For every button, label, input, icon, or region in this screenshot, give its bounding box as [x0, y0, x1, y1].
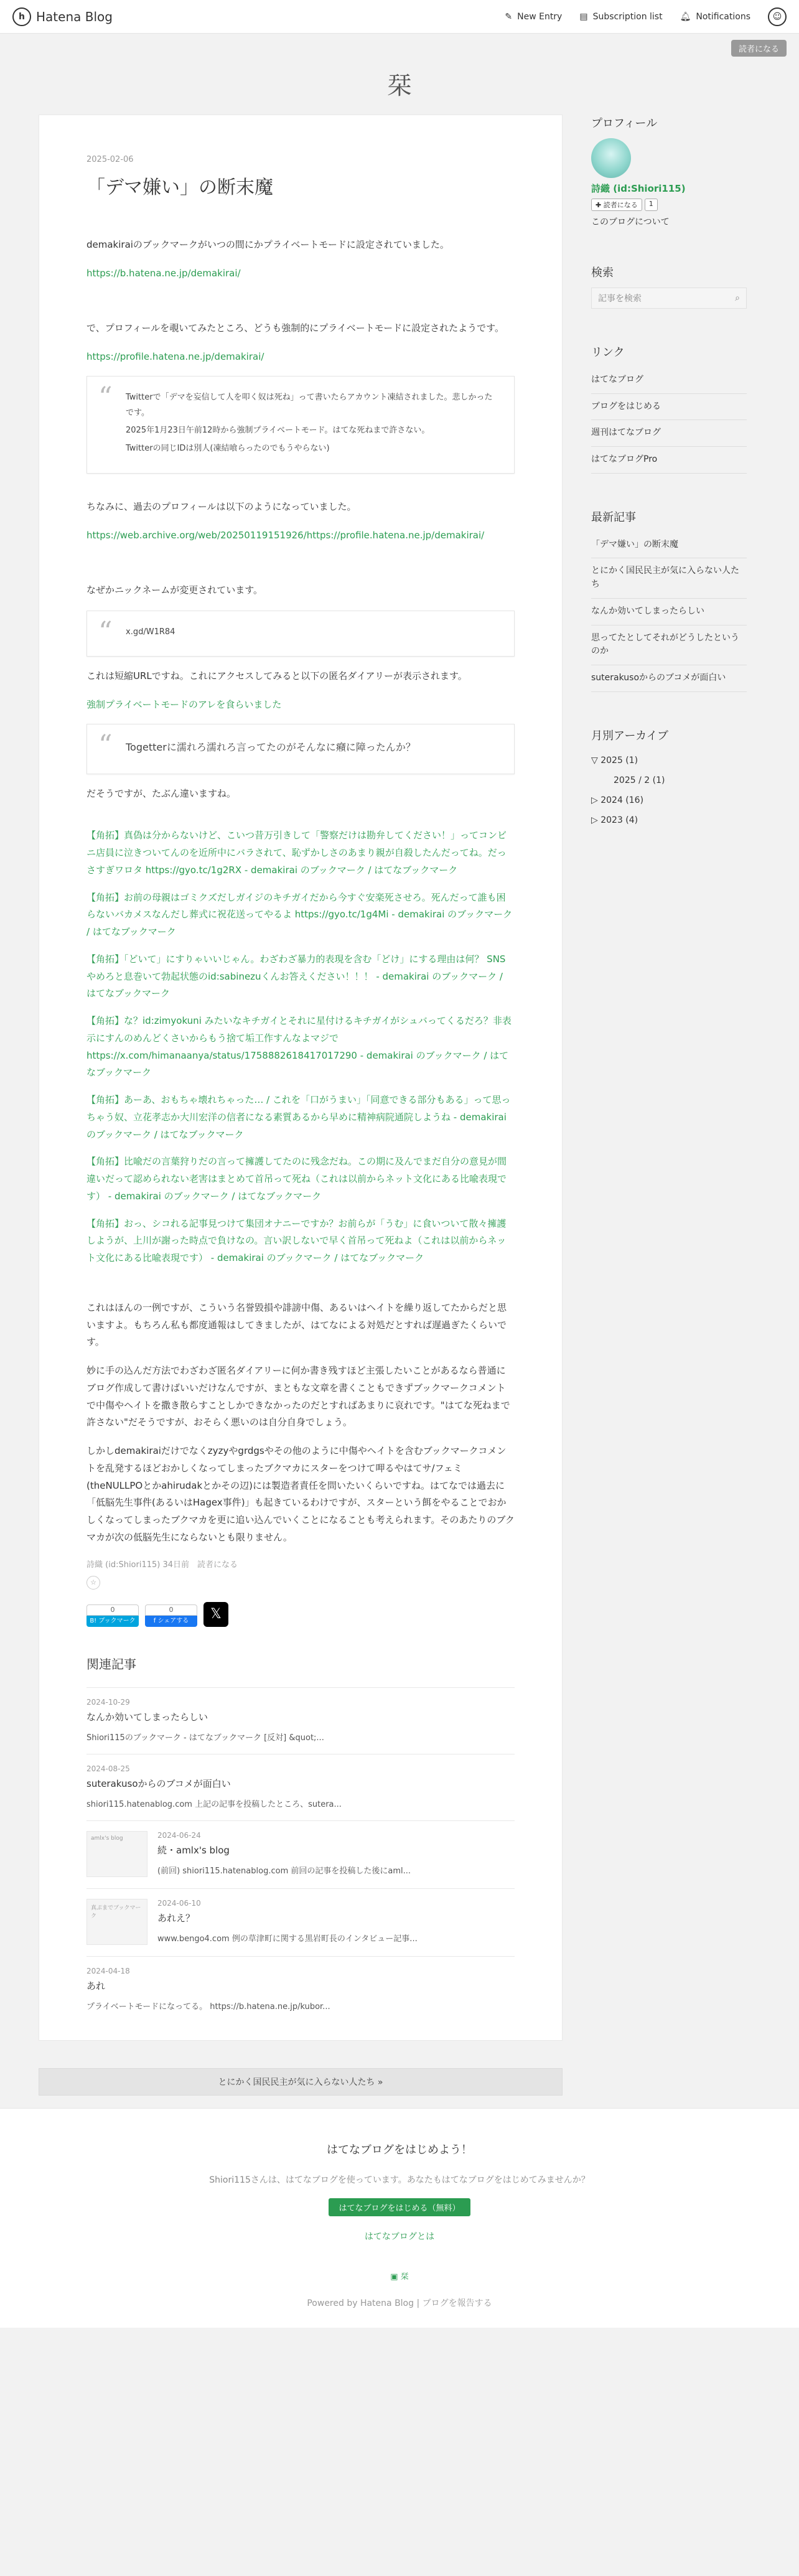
- related-name[interactable]: あれえ？: [157, 1912, 195, 1924]
- sidebar: [591, 115, 747, 2096]
- related-name[interactable]: suterakusoからのブコメが面白い: [86, 1777, 231, 1789]
- related-item[interactable]: [86, 1687, 515, 1754]
- paragraph: これはほんの一例ですが、こういう名誉毀損や誹謗中傷、あるいはヘイトを繰り返してたからだと思いますよ。もちろん私も都度通報はしてきましたが、はてなによる対処だとすれば遅過ぎたくらいです。: [86, 1301, 507, 1348]
- share-buttons: [86, 1602, 515, 1627]
- blog-title[interactable]: 栞: [387, 72, 412, 100]
- notifications-button[interactable]: [680, 12, 750, 22]
- sidebar-link[interactable]: 週刊はてなブログ: [591, 420, 747, 447]
- paragraph: しかしdemakiraiだけでなくzyzyやgrdgsやその他のように中傷やヘイトを含むブックマークコメントを乱発するほどおかしくなってしまったブクマカにスターをつけて呷るやはてサ/フェミ(theNULLPOとかahirudakとかその辺)には製造者責任を問いたいくらいですね。はてなでは過去に「低脳先生事件(あるいはHagex事件)」も起きているわけですが、スターという餌をやることでおかしくなってしまったブクマカを更に追い込んでいくことになることも考えられます。そのあたりのブクマカが次の低脳先生にならないとも限りません。: [86, 1445, 515, 1543]
- related-thumbnail[interactable]: 真ぷまでブックマーク: [86, 1899, 147, 1945]
- link[interactable]: https://profile.hatena.ne.jp/demakirai/: [86, 350, 264, 362]
- subscribe-blog-button[interactable]: 読者になる: [731, 40, 787, 57]
- brand-label: Hatena Blog: [36, 9, 113, 24]
- blockquote: [86, 611, 515, 657]
- recent-entry-link[interactable]: なんか効いてしまったらしい: [591, 599, 747, 625]
- search-icon[interactable]: ⌕: [735, 293, 740, 303]
- module-title: 検索: [591, 266, 614, 279]
- share-count: 0: [145, 1604, 197, 1616]
- bookmark-label: B! ブックマーク: [86, 1616, 139, 1627]
- follow-button[interactable]: ✚ 読者になる: [591, 199, 642, 211]
- bookmark-comment[interactable]: 【角拓】あーあ、おもちゃ壊れちゃった… / これを「口がうまい」「同意できる部分もある」って思っちゃう奴、立花孝志か大川宏洋の信者になる素質あるから早めに精神病院通院しようね - demakirai のブックマーク / はてなブックマーク: [86, 1094, 511, 1140]
- module-title: プロフィール: [591, 117, 658, 130]
- paragraph: ちなみに、過去のプロフィールは以下のようになっていました。: [86, 500, 357, 512]
- top-navbar: [0, 0, 799, 34]
- bookmark-comment[interactable]: 【角拓】「どいて」にすりゃいいじゃん。わざわざ暴力的表現を含む「どけ」にする理由は何？ SNSやめろと息巻いて勃起状態のid:sabinezuくんお答えください！！！ - demakirai のブックマーク / はてなブックマーク: [86, 953, 506, 1000]
- link[interactable]: 強制プライベートモードのアレを食らいました: [86, 698, 282, 710]
- related-date: 2024-04-18: [86, 1966, 130, 1975]
- related-snippet: shiori115.hatenablog.com 上記の記事を投稿したところ、sutera...: [86, 1799, 342, 1809]
- about-blog-link[interactable]: このブログについて: [591, 217, 670, 227]
- related-item[interactable]: [86, 1754, 515, 1820]
- rss-icon: ▣: [390, 2272, 398, 2282]
- notifications-label: Notifications: [696, 11, 750, 22]
- start-blog-button[interactable]: はてなブログをはじめる（無料）: [329, 2198, 470, 2216]
- related-name[interactable]: 続・amlx's blog: [157, 1844, 230, 1856]
- quote-icon: “: [98, 382, 113, 413]
- pencil-icon: ✎: [505, 11, 513, 22]
- related-date: 2024-08-25: [86, 1764, 130, 1773]
- profile-module: [591, 115, 747, 229]
- share-label: f シェアする: [145, 1616, 197, 1627]
- module-title: リンク: [591, 346, 625, 359]
- quote-line: Togetterに濡れろ濡れろ言ってたのがそんなに癪に障ったんか？: [126, 741, 416, 754]
- article: [39, 115, 563, 2041]
- archive-month-2025-2[interactable]: 2025 / 2 (1): [614, 775, 665, 785]
- related-snippet: www.bengo4.com 例の草津町に関する黒岩町長のインタビュー記事...: [157, 1934, 418, 1944]
- quote-icon: “: [98, 616, 113, 648]
- entry-byline[interactable]: 詩織 (id:Shiori115) 34日前 読者になる: [86, 1560, 238, 1570]
- module-title: 月別アーカイブ: [591, 729, 669, 742]
- bookmark-comment[interactable]: 【角拓】お前の母親はゴミクズだしガイジのキチガイだから今すぐ安楽死させろ。死んだって誰も困らないバカメスなんだし葬式に祝花送ってやるよ https://gyo.tc/1g4Mi - demakirai のブックマーク / はてなブックマーク: [86, 891, 513, 938]
- related-date: 2024-10-29: [86, 1697, 130, 1707]
- blockquote: [86, 724, 515, 774]
- search-module: [591, 264, 747, 309]
- paragraph: なぜかニックネームが変更されています。: [86, 584, 263, 596]
- new-entry-button[interactable]: [505, 12, 562, 22]
- new-entry-label: New Entry: [517, 11, 563, 22]
- bookmark-count: 0: [86, 1604, 139, 1616]
- bookmark-comment[interactable]: 【角拓】な？id:zimyokuni みたいなキチガイとそれに星付けるキチガイがシュバってくるだろ？非表示にすんのめんどくさいからもう捨て垢工作すんなよマジで https://x.com/himanaanya/status/1758882618417017290 - demakirai のブックマーク / はてなブックマーク: [86, 1015, 512, 1079]
- entry-title[interactable]: 「デマ嫌い」の断末魔: [86, 177, 273, 199]
- related-name[interactable]: あれ: [86, 1980, 106, 1992]
- paragraph: だそうですが、たぶん違いますね。: [86, 787, 236, 799]
- profile-avatar[interactable]: [591, 138, 631, 178]
- hatena-bookmark-button[interactable]: [86, 1604, 139, 1627]
- recent-entry-link[interactable]: 思ってたとしてそれがどうしたというのか: [591, 625, 747, 665]
- footer-subtext: Shiori115さんは、はてなブログを使っています。あなたもはてなブログをはじめてみませんか？: [209, 2175, 590, 2185]
- module-title: 最新記事: [591, 510, 636, 524]
- related-item[interactable]: [86, 1956, 515, 2023]
- quote-line: Twitterで「デマを妄信して人を叩く奴は死ね」って書いたらアカウント凍結されました。悲しかったです。: [126, 393, 493, 418]
- quote-icon: “: [98, 729, 113, 762]
- next-entry-pager[interactable]: とにかく国民民主が気に入らない人たち »: [39, 2068, 563, 2096]
- paragraph: 妙に手の込んだ方法でわざわざ匿名ダイアリーに何か書き残すほど主張したいことがあるなら普通にブログ作成して書けばいいだけなんですが、まともな文章を書くこともできずブックマークコメントで中傷やヘイトを撒き散らすことしかできなかったのだとすればあまりに哀れです。"はてな死ねまで許さない"だそうですが、おそらく悪いのは自分自身でしょう。: [86, 1365, 510, 1428]
- sidebar-link[interactable]: はてなブログPro: [591, 447, 747, 474]
- bell-icon: 🔔︎: [680, 11, 691, 22]
- links-module: [591, 344, 747, 474]
- x-share-button[interactable]: 𝕏: [203, 1602, 228, 1627]
- profile-name[interactable]: 詩織 (id:Shiori115): [591, 183, 686, 194]
- paragraph: で、プロフィールを覗いてみたところ、どうも強制的にプライベートモードに設定されたようです。: [86, 322, 504, 334]
- recent-entry-link[interactable]: とにかく国民民主が気に入らない人たち: [591, 558, 747, 598]
- footer: [0, 2108, 799, 2328]
- link[interactable]: https://b.hatena.ne.jp/demakirai/: [86, 267, 241, 279]
- related-snippet: プライベートモードになってる。 https://b.hatena.ne.jp/kubor...: [86, 2002, 330, 2012]
- rss-link[interactable]: [0, 2270, 799, 2282]
- bookmark-comment[interactable]: 【角拓】比喩だの言葉狩りだの言って擁護してたのに残念だね。この期に及んでまだ自分の意見が間違いだって認められない老害はまとめて首吊って死ね（これは以前からネット文化にある比喩表現です） - demakirai のブックマーク / はてなブックマーク: [86, 1156, 507, 1202]
- hatena-blog-logo[interactable]: [12, 7, 113, 26]
- recent-entries-module: [591, 508, 747, 692]
- blog-header: [0, 34, 799, 115]
- recent-entry-link[interactable]: 「デマ嫌い」の断末魔: [591, 532, 747, 559]
- search-placeholder: 記事を検索: [598, 294, 642, 304]
- related-articles: [86, 1654, 515, 2023]
- archive-module: [591, 727, 747, 830]
- subscription-label: Subscription list: [592, 11, 663, 22]
- archive-year-2025[interactable]: ▽ 2025 (1): [591, 755, 638, 766]
- paragraph: これは短縮URLですね。これにアクセスしてみると以下の匿名ダイアリーが表示されます。: [86, 670, 467, 682]
- sidebar-link[interactable]: ブログをはじめる: [591, 394, 747, 421]
- link[interactable]: https://web.archive.org/web/20250119151926/https://profile.hatena.ne.jp/demakirai/: [86, 529, 485, 541]
- rss-label: 栞: [400, 2272, 409, 2282]
- related-date: 2024-06-24: [157, 1830, 201, 1840]
- quote-line: Twitterの同じIDは別人(凍結喰らったのでもうやらない): [126, 444, 330, 454]
- about-hatena-blog-link[interactable]: はてなブログとは: [364, 2231, 435, 2242]
- add-star-icon[interactable]: ☆: [86, 1576, 100, 1590]
- recent-entry-link[interactable]: suterakusoからのブコメが面白い: [591, 665, 747, 692]
- hatena-logo-icon: h: [12, 7, 31, 26]
- quote-line: x.gd/W1R84: [126, 627, 175, 637]
- footer-heading: はてなブログをはじめよう！: [327, 2143, 472, 2157]
- sidebar-link[interactable]: はてなブログ: [591, 367, 747, 394]
- related-snippet: Shiori115のブックマーク - はてなブックマーク [反対] &quot;...: [86, 1733, 324, 1743]
- paragraph: demakiraiのブックマークがいつの間にかプライベートモードに設定されていました。: [86, 239, 449, 250]
- related-title: 関連記事: [86, 1656, 136, 1672]
- entry-date[interactable]: 2025-02-06: [86, 155, 134, 164]
- search-input[interactable]: [591, 288, 747, 309]
- archive-year-2023[interactable]: ▷ 2023 (4): [591, 815, 638, 825]
- blockquote: [86, 376, 515, 474]
- related-name[interactable]: なんか効いてしまったらしい: [86, 1711, 208, 1723]
- related-thumbnail[interactable]: amlx's blog: [86, 1831, 147, 1877]
- list-icon: ▤: [579, 11, 588, 22]
- bookmark-comment-list: [86, 827, 515, 1267]
- related-date: 2024-06-10: [157, 1898, 201, 1908]
- subscription-list-button[interactable]: [579, 12, 662, 22]
- quote-line: 2025年1月23日午前12時から強制プライベートモード。はてな死ねまで許さない。: [126, 426, 430, 436]
- archive-year-2024[interactable]: ▷ 2024 (16): [591, 795, 644, 805]
- facebook-share-button[interactable]: [145, 1604, 197, 1627]
- bookmark-comment[interactable]: 【角拓】おっ、シコれる記事見つけて集団オナニーですか？お前らが「うむ」に食いついて散々擁護しようが、上川が謝った時点で負けなの。言い訳しないで早く首吊って死ねよ（これは以前からネット文化にある比喩表現です） - demakirai のブックマーク / はてなブックマーク: [86, 1217, 507, 1264]
- related-snippet: (前回) shiori115.hatenablog.com 前回の記事を投稿した後にaml...: [157, 1866, 411, 1876]
- related-item[interactable]: [86, 1820, 515, 1888]
- follower-count[interactable]: 1: [645, 199, 658, 211]
- powered-by[interactable]: Powered by Hatena Blog | ブログを報告する: [307, 2298, 492, 2308]
- bookmark-comment[interactable]: 【角拓】真偽は分からないけど、こいつ昔万引きして「警察だけは勘弁してください！」ってコンビニ店員に泣きついてんのを近所中にバラされて、恥ずかしさのあまり親が自殺したんだってね。だっさすぎワロタ https://gyo.tc/1g2RX - demakirai のブックマーク / はてなブックマーク: [86, 830, 507, 876]
- user-avatar-icon[interactable]: ☺: [768, 7, 787, 26]
- related-item[interactable]: [86, 1888, 515, 1956]
